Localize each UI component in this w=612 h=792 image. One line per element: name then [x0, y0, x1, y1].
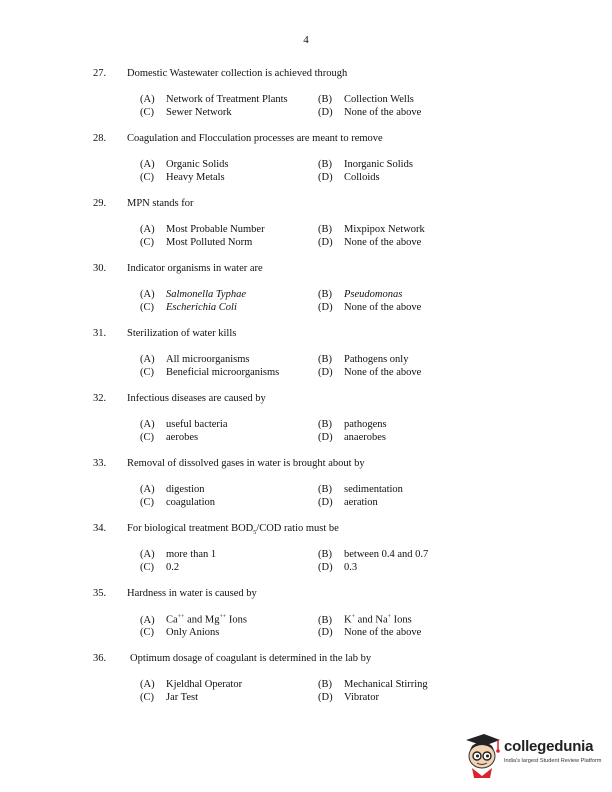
option-d: (D) None of the above	[318, 302, 422, 313]
option-c: (C) Only Anions	[140, 627, 220, 638]
option-b: (B) between 0.4 and 0.7	[318, 549, 429, 560]
option-c: (C) Beneficial microorganisms	[140, 367, 280, 378]
option-a: (A) Kjeldhal Operator	[140, 679, 243, 690]
question-number: 31.	[93, 328, 107, 339]
option-a: (A) Organic Solids	[140, 159, 229, 170]
option-d: (D) 0.3	[318, 562, 358, 573]
option-c: (C) Escherichia Coli	[140, 302, 237, 313]
option-d: (D) None of the above	[318, 367, 422, 378]
option-b: (B) Mechanical Stirring	[318, 679, 428, 690]
option-d: (D) None of the above	[318, 237, 422, 248]
option-a: (A) Network of Treatment Plants	[140, 94, 288, 105]
question-text: Hardness in water is caused by	[127, 588, 257, 599]
option-a: (A) Ca++ and Mg++ Ions	[140, 614, 247, 626]
question-text: Coagulation and Flocculation processes are meant to remove	[127, 133, 383, 144]
question-number: 32.	[93, 393, 107, 404]
option-c: (C) Heavy Metals	[140, 172, 225, 183]
option-c: (C) 0.2	[140, 562, 180, 573]
option-a: (A) Most Probable Number	[140, 224, 265, 235]
question-number: 28.	[93, 133, 107, 144]
option-a: (A) Salmonella Typhae	[140, 289, 247, 300]
option-d: (D) Colloids	[318, 172, 380, 183]
option-b: (B) K+ and Na+ Ions	[318, 614, 412, 626]
question-text: MPN stands for	[127, 198, 194, 209]
option-b: (B) Collection Wells	[318, 94, 414, 105]
question-text: Optimum dosage of coagulant is determined in the lab by	[130, 653, 372, 664]
question-text: Removal of dissolved gases in water is brought about by	[127, 458, 365, 469]
option-a: (A) useful bacteria	[140, 419, 228, 430]
option-d: (D) Vibrator	[318, 692, 379, 703]
option-d: (D) aeration	[318, 497, 378, 508]
option-a: (A) All microorganisms	[140, 354, 250, 365]
question-number: 29.	[93, 198, 107, 209]
question-text: Domestic Wastewater collection is achieved through	[127, 68, 348, 79]
option-a: (A) digestion	[140, 484, 205, 495]
question-number: 35.	[93, 588, 107, 599]
option-b: (B) Pseudomonas	[318, 289, 403, 300]
option-c: (C) Jar Test	[140, 692, 199, 703]
option-c: (C) coagulation	[140, 497, 215, 508]
option-c: (C) Most Polluted Norm	[140, 237, 253, 248]
page-number: 4	[303, 34, 309, 46]
question-text: Infectious diseases are caused by	[127, 393, 266, 404]
logo-wordmark: collegedunia	[504, 738, 594, 755]
question-number: 36.	[93, 653, 107, 664]
collegedunia-logo[interactable]	[462, 732, 602, 780]
option-b: (B) sedimentation	[318, 484, 403, 495]
question-text: For biological treatment $BOD_5$/COD ratio must be	[127, 523, 339, 537]
question-number: 27.	[93, 68, 107, 79]
option-a: (A) more than 1	[140, 549, 217, 560]
option-b: (B) pathogens	[318, 419, 387, 430]
mascot-icon	[462, 732, 502, 778]
option-b: (B) Mixpipox Network	[318, 224, 425, 235]
option-d: (D) anaerobes	[318, 432, 386, 443]
question-text: Sterilization of water kills	[127, 328, 237, 339]
question-number: 33.	[93, 458, 107, 469]
logo-tagline: India's largest Student Review Platform	[504, 758, 602, 764]
option-b: (B) Inorganic Solids	[318, 159, 413, 170]
option-d: (D) None of the above	[318, 627, 422, 638]
option-b: (B) Pathogens only	[318, 354, 409, 365]
question-number: 34.	[93, 523, 107, 534]
question-text: Indicator organisms in water are	[127, 263, 263, 274]
option-c: (C) Sewer Network	[140, 107, 232, 118]
question-number: 30.	[93, 263, 107, 274]
option-c: (C) aerobes	[140, 432, 199, 443]
option-d: (D) None of the above	[318, 107, 422, 118]
